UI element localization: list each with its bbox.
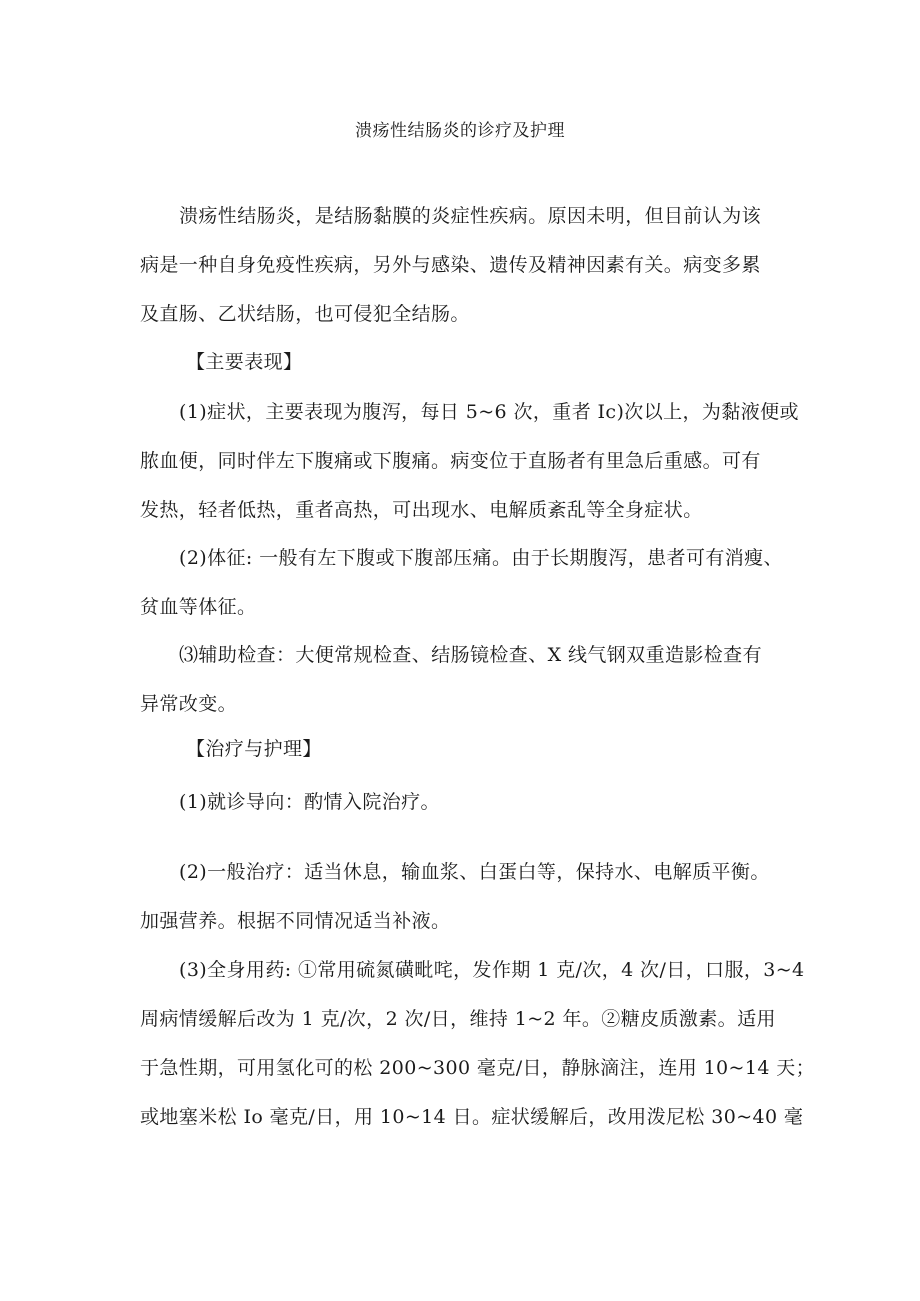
paragraph-line: 加强营养。根据不同情况适当补液。	[140, 910, 451, 932]
paragraph-line: 异常改变。	[140, 693, 238, 715]
paragraph-line: 或地塞米松 Io 毫克/日，用 10~14 日。症状缓解后，改用泼尼松 30~40 毫	[140, 1106, 804, 1128]
paragraph-systemic-medication	[140, 946, 816, 1142]
section-heading: 【治疗与护理】	[186, 738, 322, 760]
paragraph-auxiliary-exams	[140, 631, 790, 729]
paragraph-signs	[140, 534, 790, 632]
section-heading: 【主要表现】	[186, 351, 303, 373]
paragraph-line: (2)体征: 一般有左下腹或下腹部压痛。由于长期腹泻，患者可有消瘦、	[179, 547, 783, 569]
paragraph-line: 贫血等体征。	[140, 596, 257, 618]
document-title: 溃疡性结肠炎的诊疗及护理	[355, 121, 565, 141]
paragraph-line: (3)全身用药: ①常用硫氮磺毗咤，发作期 1 克/次，4 次/日，口服，3~4	[179, 959, 805, 981]
paragraph-symptoms	[140, 388, 799, 535]
paragraph-line: (1)就诊导向：酌情入院治疗。	[179, 791, 440, 813]
paragraph-line: 及直肠、乙状结肠，也可侵犯全结肠。	[140, 303, 470, 325]
section-heading-treatment-care	[140, 725, 790, 774]
paragraph-line: 发热，轻者低热，重者高热，可出现水、电解质紊乱等全身症状。	[140, 499, 703, 521]
paragraph-intro	[140, 192, 790, 339]
paragraph-line: 周病情缓解后改为 1 克/次，2 次/日，维持 1~2 年。②糖皮质激素。适用	[140, 1008, 776, 1030]
paragraph-line: 病是一种自身免疫性疾病，另外与感染、遗传及精神因素有关。病变多累	[140, 254, 761, 276]
paragraph-line: 溃疡性结肠炎，是结肠黏膜的炎症性疾病。原因未明，但目前认为该	[179, 205, 762, 227]
section-heading-main-manifestations	[140, 338, 790, 387]
paragraph-line: 于急性期，可用氢化可的松 200~300 毫克/日，静脉滴注，连用 10~14 天；	[140, 1057, 816, 1079]
paragraph-line: (2)一般治疗：适当休息，输血浆、白蛋白等，保持水、电解质平衡。	[179, 861, 770, 883]
paragraph-line: ⑶辅助检查：大便常规检查、结肠镜检查、X 线气钢双重造影检查有	[179, 644, 762, 666]
paragraph-general-treatment	[140, 848, 790, 946]
paragraph-line: 脓血便，同时伴左下腹痛或下腹痛。病变位于直肠者有里急后重感。可有	[140, 450, 761, 472]
paragraph-guidance	[140, 778, 790, 827]
paragraph-line: (1)症状，主要表现为腹泻，每日 5~6 次，重者 Ic)次以上，为黏液便或	[179, 401, 799, 423]
